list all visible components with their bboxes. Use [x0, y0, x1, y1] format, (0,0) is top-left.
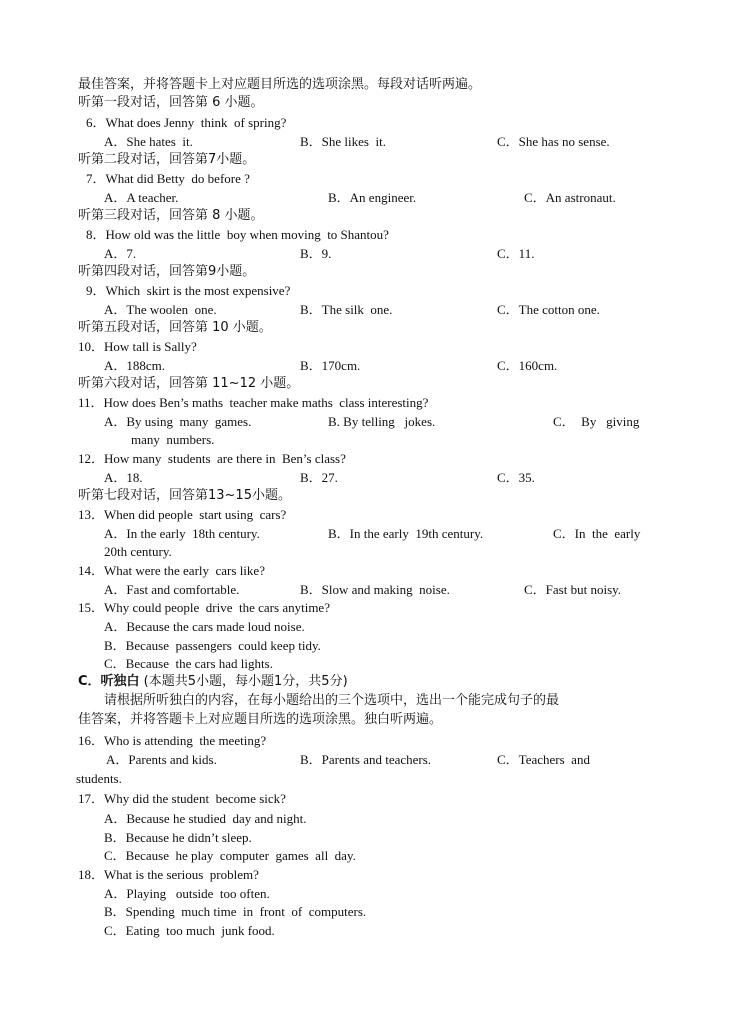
option-a: A．The woolen one. [104, 302, 217, 317]
option-a: A．18. [104, 470, 143, 485]
option-a: A．She hates it. [104, 134, 193, 149]
option-c: C．Teachers and [497, 752, 590, 767]
question-10: 10．How tall is Sally? [78, 339, 197, 354]
option-c-continued: students. [76, 771, 122, 786]
option-b: B．The silk one. [300, 302, 393, 317]
option-b: B．Spending much time in front of computers. [104, 904, 367, 919]
option-b: B．27. [300, 470, 338, 485]
option-a: A．Fast and comfortable. [104, 582, 240, 597]
part-c-note: (本题共5小题，每小题1分，共5分) [139, 674, 348, 689]
option-b: B. By telling jokes. [328, 414, 436, 429]
option-c-continued: 20th century. [104, 544, 172, 559]
option-c: C．The cotton one. [497, 302, 600, 317]
section-heading: 听第六段对话，回答第 11~12 小题。 [78, 376, 300, 391]
part-c-instructions: 请根据所听独白的内容，在每小题给出的三个选项中，选出一个能完成句子的最 [104, 693, 560, 708]
option-c: C．Eating too much junk food. [104, 923, 275, 938]
question-18: 18．What is the serious problem? [78, 867, 259, 882]
instructions-continuation: 最佳答案，并将答题卡上对应题目所选的选项涂黑。每段对话听两遍。 [78, 77, 482, 92]
question-17: 17．Why did the student become sick? [78, 791, 286, 806]
option-b: B．Slow and making noise. [300, 582, 450, 597]
section-heading: 听第三段对话，回答第 8 小题。 [78, 208, 264, 223]
question-15: 15．Why could people drive the cars anytime? [78, 600, 330, 615]
part-c-instructions-continued: 佳答案，并将答题卡上对应题目所选的选项涂黑。独白听两遍。 [78, 712, 443, 727]
option-b: B．170cm. [300, 358, 361, 373]
part-c-label: C．听独白 [78, 674, 140, 689]
question-11: 11．How does Ben’s maths teacher make maths class interesting? [78, 395, 429, 410]
section-heading: 听第二段对话，回答第7小题。 [78, 152, 256, 167]
option-c: C． By giving [553, 414, 640, 429]
part-c-heading [78, 674, 348, 690]
section-heading: 听第一段对话，回答第 6 小题。 [78, 95, 264, 110]
option-b: B．Parents and teachers. [300, 752, 432, 767]
option-a: A．A teacher. [104, 190, 179, 205]
option-b: B．An engineer. [328, 190, 417, 205]
option-c-continued: many numbers. [131, 432, 215, 447]
section-heading: 听第四段对话，回答第9小题。 [78, 264, 256, 279]
question-16: 16．Who is attending the meeting? [78, 733, 267, 748]
option-b: B．Because he didn’t sleep. [104, 830, 252, 845]
option-a: A．Playing outside too often. [104, 886, 270, 901]
question-7: 7．What did Betty do before ? [86, 171, 250, 186]
question-14: 14．What were the early cars like? [78, 563, 265, 578]
option-c: C．35. [497, 470, 535, 485]
option-c: C．An astronaut. [524, 190, 616, 205]
option-c: C．Because the cars had lights. [104, 656, 273, 671]
question-13: 13．When did people start using cars? [78, 507, 287, 522]
option-a: A．By using many games. [104, 414, 252, 429]
option-a: A．188cm. [104, 358, 166, 373]
option-c: C．11. [497, 246, 535, 261]
question-12: 12．How many students are there in Ben’s class? [78, 451, 346, 466]
option-a: A．Because the cars made loud noise. [104, 619, 305, 634]
option-c: C．Fast but noisy. [524, 582, 622, 597]
option-c: C．In the early [553, 526, 641, 541]
option-a: A．Parents and kids. [106, 752, 217, 767]
option-a: A．In the early 18th century. [104, 526, 260, 541]
option-b: B．She likes it. [300, 134, 386, 149]
option-c: C．She has no sense. [497, 134, 610, 149]
question-9: 9．Which skirt is the most expensive? [86, 283, 291, 298]
option-a: A．7. [104, 246, 137, 261]
question-6: 6．What does Jenny think of spring? [86, 115, 287, 130]
option-a: A．Because he studied day and night. [104, 811, 307, 826]
option-b: B．9. [300, 246, 332, 261]
question-8: 8．How old was the little boy when moving to Shantou? [86, 227, 389, 242]
section-heading: 听第五段对话，回答第 10 小题。 [78, 320, 272, 335]
option-b: B．Because passengers could keep tidy. [104, 638, 321, 653]
option-c: C．Because he play computer games all day. [104, 848, 356, 863]
option-b: B．In the early 19th century. [328, 526, 484, 541]
section-heading: 听第七段对话，回答第13~15小题。 [78, 488, 291, 503]
option-c: C．160cm. [497, 358, 558, 373]
